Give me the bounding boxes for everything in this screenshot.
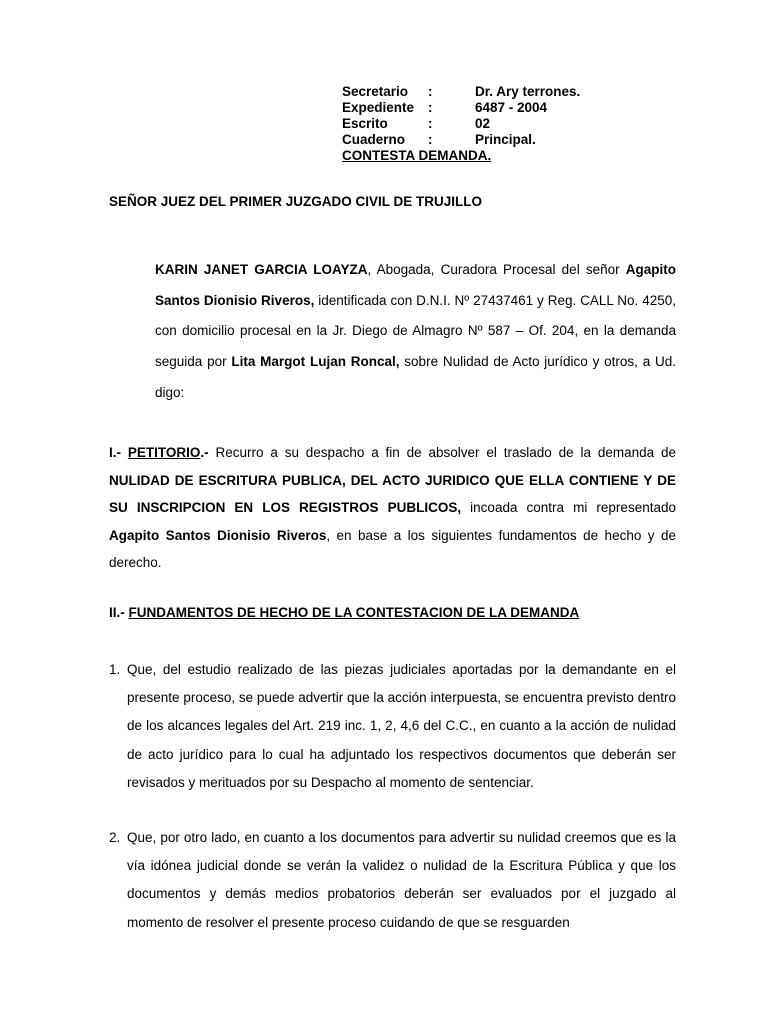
- list-item-text: Que, por otro lado, en cuanto a los documentos para advertir su nulidad creemos que es la vía idónea judicial donde se verán la validez o nulidad de la Escritura Pública y que los documentos y demás medios probatorios deberán ser evaluados por el juzgado al momento de resolver el presente proceso cuidando de que se resguarden: [127, 830, 676, 930]
- petitorio-text-3: , en base a los siguientes fundamentos de hecho y de derecho.: [109, 527, 676, 570]
- intro-text-1: , Abogada, Curadora Procesal del señor: [367, 262, 626, 277]
- header-row-escrito: [342, 116, 580, 132]
- list-item-number: 2.: [109, 830, 121, 845]
- header-label: Escrito: [342, 116, 388, 131]
- petitorio-text-2: incoada contra mi representado: [461, 500, 676, 515]
- document-title: CONTESTA DEMANDA.: [342, 148, 492, 163]
- header-colon: :: [428, 100, 433, 115]
- section-2-heading: [109, 605, 579, 620]
- petitorio-heading: PETITORIO: [127, 445, 201, 460]
- header-colon: :: [428, 116, 433, 131]
- header-row-cuaderno: [342, 132, 580, 148]
- plaintiff-name: Lita Margot Lujan Roncal,: [231, 354, 400, 370]
- addressee: SEÑOR JUEZ DEL PRIMER JUZGADO CIVIL DE TRUJILLO: [109, 194, 483, 209]
- section-number: II.-: [109, 605, 129, 620]
- header-value: Principal.: [475, 132, 536, 147]
- petitorio-paragraph: [109, 439, 676, 577]
- attorney-name: KARIN JANET GARCIA LOAYZA: [155, 262, 368, 277]
- header-row-expediente: [342, 100, 580, 116]
- list-item: [109, 656, 676, 797]
- claim-title: NULIDAD DE ESCRITURA PUBLICA, DEL ACTO JURIDICO QUE ELLA CONTIENE Y DE SU INSCRIPCION EN LOS REGISTROS PUBLICOS,: [109, 472, 676, 515]
- client-name: Agapito Santos Dionisio Riveros,: [155, 262, 677, 308]
- intro-paragraph: [155, 255, 676, 409]
- list-item-number: 1.: [109, 662, 121, 677]
- represented-name: Agapito Santos Dionisio Riveros: [109, 527, 327, 543]
- header-label: Cuaderno: [342, 132, 406, 147]
- list-item-text: Que, del estudio realizado de las piezas judiciales aportadas por la demandante en el presente proceso, se puede advertir que la acción interpuesta, se encuentra previsto dentro de los alcances legales del Art. 219 inc. 1, 2, 4,6 del C.C., en cuanto a la acción de nulidad de acto jurídico para lo cual ha adjuntado los respectivos documentos que deberán ser revisados y merituados por su Despacho al momento de sentenciar.: [127, 662, 676, 790]
- header-label: Secretario: [342, 84, 409, 99]
- section-number: I.-: [109, 445, 128, 460]
- case-header: [342, 84, 580, 164]
- intro-text-2: identificada con D.N.I. Nº 27437461 y Reg. CALL No. 4250, con domicilio procesal en la Jr. Diego de Almagro Nº 587 – Of. 204, en la demanda seguida por: [155, 292, 676, 370]
- list-item: [109, 824, 676, 937]
- header-label: Expediente: [342, 100, 415, 115]
- header-colon: :: [428, 84, 433, 99]
- header-value: Dr. Ary terrones.: [475, 84, 581, 99]
- section-2-title: FUNDAMENTOS DE HECHO DE LA CONTESTACION DE LA DEMANDA: [128, 605, 580, 620]
- header-value: 02: [475, 116, 491, 131]
- heading-suffix: .-: [200, 445, 209, 460]
- petitorio-text-1: Recurro a su despacho a fin de absolver el traslado de la demanda de: [208, 445, 676, 460]
- intro-text-3: sobre Nulidad de Acto jurídico y otros, a Ud. digo:: [155, 354, 676, 400]
- header-value: 6487 - 2004: [475, 100, 548, 115]
- header-colon: :: [428, 132, 433, 147]
- header-row-secretario: [342, 84, 580, 100]
